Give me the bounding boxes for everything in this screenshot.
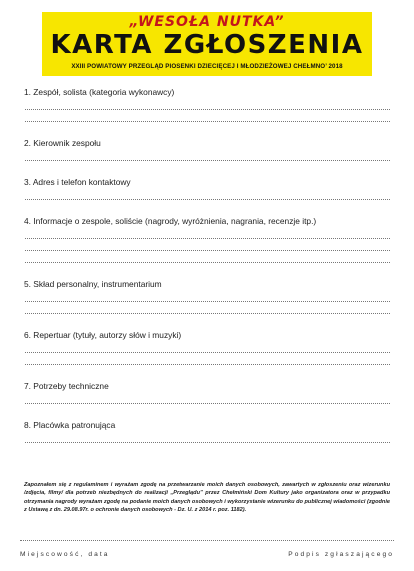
answer-line[interactable] (25, 290, 390, 302)
place-date-label: Miejscowość, data (20, 551, 110, 558)
answer-line[interactable] (25, 188, 390, 200)
field-spacer (24, 404, 390, 417)
field-spacer (24, 365, 390, 378)
field-label: 8. Placówka patronująca (24, 420, 116, 430)
field-spacer (24, 263, 390, 276)
answer-line[interactable] (25, 227, 390, 239)
answer-line[interactable] (25, 302, 390, 314)
field-label: 4. Informacje o zespole, soliście (nagrody, wyróżnienia, nagrania, recenzje itp.) (24, 216, 317, 226)
form-field-3 (24, 174, 390, 213)
answer-line[interactable] (25, 98, 390, 110)
form-field-2 (24, 135, 390, 174)
form-field-4 (24, 213, 390, 276)
field-label: 1. Zespół, solista (kategoria wykonawcy) (24, 87, 175, 97)
header-banner (42, 12, 372, 76)
field-label: 3. Adres i telefon kontaktowy (24, 177, 131, 187)
field-label: 5. Skład personalny, instrumentarium (24, 279, 162, 289)
form-field-8 (24, 417, 390, 456)
consent-text: Zapoznałem się z regulaminem i wyrażam zgodę na przetwarzanie moich danych osobowych, zawartych w zgłoszeniu oraz wizerunku /zdjęcia, filmy/ dla potrzeb niezbędnych do realizacji „Przeglądu” przez Chełmiński Dom Kultury jako organizatora oraz w przypadku otrzymania nagrody wyrażam zgodę na podanie moich danych osobowych i wykorzystanie wizerunku do publicznej wiadomości (zgodnie z Ustawą z dn. 29.08.97r. o ochronie danych osobowych - Dz. U. z 2014 r. poz. 1182). (24, 482, 390, 513)
field-label: 7. Potrzeby techniczne (24, 381, 109, 391)
answer-line[interactable] (25, 431, 390, 443)
answer-line[interactable] (25, 392, 390, 404)
form-field-6 (24, 327, 390, 378)
field-label: 2. Kierownik zespołu (24, 138, 101, 148)
field-spacer (24, 200, 390, 213)
form-field-7 (24, 378, 390, 417)
form-heading: KARTA ZGŁOSZENIA (50, 30, 364, 60)
answer-line[interactable] (25, 353, 390, 365)
event-subtitle: XXIII POWIATOWY PRZEGLĄD PIOSENKI DZIECIĘCEJ I MŁODZIEŻOWEJ CHEŁMNO’ 2018 (71, 63, 343, 70)
answer-line[interactable] (25, 341, 390, 353)
form-fields (24, 84, 390, 456)
field-label: 6. Repertuar (tytuły, autorzy słów i muzyki) (24, 330, 182, 340)
answer-line[interactable] (25, 110, 390, 122)
field-spacer (24, 161, 390, 174)
signature-line (20, 540, 394, 542)
field-spacer (24, 443, 390, 456)
form-field-1 (24, 84, 390, 135)
answer-line[interactable] (25, 239, 390, 251)
answer-line[interactable] (25, 149, 390, 161)
answer-line[interactable] (25, 251, 390, 263)
field-spacer (24, 122, 390, 135)
form-field-5 (24, 276, 390, 327)
field-spacer (24, 314, 390, 327)
event-title: „WESOŁA NUTKA” (129, 14, 285, 30)
signature-label: Podpis zgłaszającego (288, 551, 394, 558)
